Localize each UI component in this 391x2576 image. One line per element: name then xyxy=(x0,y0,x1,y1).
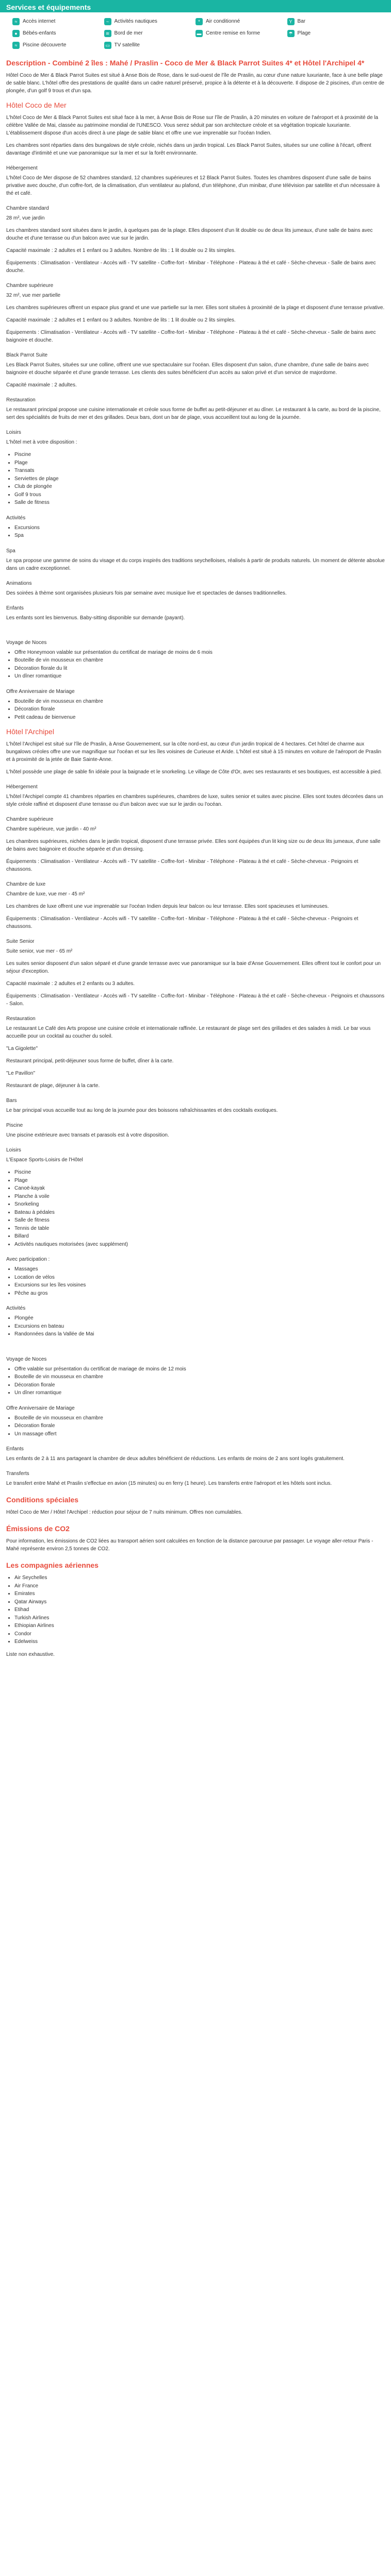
hotel1-superieure-sub: 32 m², vue mer partielle xyxy=(6,293,61,299)
hotel2-luxe-text: Les chambres de luxe offrent une vue imprenable sur l'océan Indien depuis leur balcon ou leur terrasse. Elles sont spacieuses et lumineuses. xyxy=(6,904,329,910)
list-item: • Spa xyxy=(14,532,385,540)
hotel2-payant-list xyxy=(14,1265,385,1297)
hotel1-suite-capacite: Capacité maximale : 2 adultes. xyxy=(6,382,77,388)
hotel1-loisirs-intro: L'hôtel met à votre disposition : xyxy=(6,439,77,446)
list-item: • Décoration florale xyxy=(14,705,385,714)
voyage1-label: Voyage de Noces xyxy=(6,639,47,646)
list-item: • Pêche au gros xyxy=(14,1290,385,1298)
list-item: • Offre Honeymoon valable sur présentation du certificat de mariage de moins de 6 mois xyxy=(14,649,385,657)
list-item: • Bateau à pédales xyxy=(14,1209,385,1217)
hotel1-suite-label: Black Parrot Suite xyxy=(6,352,48,359)
list-item: • Plage xyxy=(14,1177,385,1185)
service-label: Piscine découverte xyxy=(23,42,67,48)
hotel1-chambre-capacite: Capacité maximale : 2 adultes et 1 enfant ou 3 adultes. Nombre de lits : 1 lit double ou 2 lits simples. xyxy=(6,248,236,254)
hotel1-loisirs-label: Loisirs xyxy=(6,430,21,436)
list-item: • Air France xyxy=(14,1582,385,1590)
list-item: • Excursions en bateau xyxy=(14,1323,385,1331)
voyage2-label: Voyage de Noces xyxy=(6,1356,47,1362)
hotel2-resto1-text: Restaurant principal, petit-déjeuner sous forme de buffet, dîner à la carte. xyxy=(6,1058,174,1064)
list-item: • Transats xyxy=(14,467,385,475)
hotel1-superieure-equip: Équipements : Climatisation - Ventilateur - Accès wifi - TV satellite - Coffre-fort - Minibar - Téléphone - Plateau à thé et café - Sèche-cheveux - Salle de bains avec baignoire et douche. xyxy=(6,330,376,344)
service-label: Bébés-enfants xyxy=(23,30,56,36)
service-label: Air conditionné xyxy=(206,19,240,24)
list-item: • Un dîner romantique xyxy=(14,672,385,681)
glass-icon: Y xyxy=(287,18,295,25)
compagnies-note: Liste non exhaustive. xyxy=(6,1651,55,1657)
hotel2-hebergement-label: Hébergement xyxy=(6,784,38,790)
hotel2-title: Hôtel l'Archipel xyxy=(6,727,54,736)
service-item xyxy=(12,29,104,37)
offre2-label: Offre Anniversaire de Mariage xyxy=(6,1405,75,1411)
list-item: • Un massage offert xyxy=(14,1430,385,1438)
hotel1-title: Hôtel Coco de Mer xyxy=(6,101,67,110)
service-label: Bar xyxy=(297,19,306,24)
hotel2-resto2-text: Restaurant de plage, déjeuner à la carte. xyxy=(6,1083,100,1089)
description-content xyxy=(0,52,391,1658)
list-item: • Décoration florale xyxy=(14,1422,385,1430)
sea-icon: ≋ xyxy=(104,30,111,37)
list-item: • Serviettes de plage xyxy=(14,475,385,483)
service-item xyxy=(287,29,379,37)
voyage1-list xyxy=(14,649,385,681)
hotel2-loisirs-label: Loisirs xyxy=(6,1147,21,1154)
snowflake-icon: * xyxy=(196,18,203,25)
services-header: Services et équipements xyxy=(0,0,391,12)
service-item xyxy=(287,18,379,25)
list-item: • Air Seychelles xyxy=(14,1574,385,1582)
hotel1-chambre-text: Les chambres standard sont situées dans le jardin, à quelques pas de la plage. Elles disposent d'un lit double ou de deux lits jumeaux, d'une salle de bains avec douche et d'une terrasse ou d'un balcon avec vue sur le jardin. xyxy=(6,228,373,242)
hotel1-activites-label: Activités xyxy=(6,515,26,521)
service-item xyxy=(196,29,287,37)
list-item: • Offre valable sur présentation du certificat de mariage de moins de 12 mois xyxy=(14,1365,385,1374)
service-label: TV satellite xyxy=(114,42,140,48)
service-label: Centre remise en forme xyxy=(206,30,260,36)
umbrella-icon: ☂ xyxy=(287,30,295,37)
list-item: • Plage xyxy=(14,459,385,467)
list-item: • Un dîner romantique xyxy=(14,1389,385,1397)
hotel1-superieure-label: Chambre supérieure xyxy=(6,283,54,289)
list-item: • Bouteille de vin mousseux en chambre xyxy=(14,656,385,665)
list-item: • Etihad xyxy=(14,1606,385,1614)
hotel2-p2: L'hôtel possède une plage de sable fin idéale pour la baignade et le snorkeling. Le village de Côte d'Or, avec ses restaurants et ses boutiques, est accessible à pied. xyxy=(6,769,382,775)
list-item: • Qatar Airways xyxy=(14,1598,385,1606)
list-item: • Salle de fitness xyxy=(14,1216,385,1225)
hotel1-restauration-text: Le restaurant principal propose une cuisine internationale et créole sous forme de buffet au petit-déjeuner et au dîner. Le restaurant à la carte, au bord de la piscine, sert des spécialités de fruits de mer et des grillades. Deux bars, dont un bar de plage, vous accueillent tout au long de la journée. xyxy=(6,407,381,421)
service-label: Activités nautiques xyxy=(114,19,157,24)
service-label: Bord de mer xyxy=(114,30,143,36)
list-item: • Bouteille de vin mousseux en chambre xyxy=(14,1414,385,1422)
wave-icon: ~ xyxy=(104,18,111,25)
hotel2-resto2: "Le Pavillon" xyxy=(6,1071,36,1077)
hotel2-p1: L'hôtel l'Archipel est situé sur l'île de Praslin, à Anse Gouvernement, sur la côte nord-est, au cœur d'un jardin tropical de 4 hectares. Cet hôtel de charme aux bungalows créoles offre une vue magnifique sur l'océan et sur les îles voisines de Curieuse et Aride. L'hôtel est situé à 15 minutes en voiture de l'aéroport de Praslin et à proximité de la jetée de Baie Sainte-Anne. xyxy=(6,741,382,763)
emissions-text: Pour information, les émissions de CO2 liées au transport aérien sont calculées en fonction de la distance parcourue par passager. Le voyage aller-retour Paris - Mahé représente environ 2,5 tonnes de CO2. xyxy=(6,1538,373,1552)
voyage2-list xyxy=(14,1365,385,1397)
hotel2-loisirs-intro: L'Espace Sports-Loisirs de l'Hôtel xyxy=(6,1157,83,1163)
hotel2-piscine-text: Une piscine extérieure avec transats et parasols est à votre disposition. xyxy=(6,1132,169,1139)
service-item xyxy=(104,29,196,37)
hotel1-animations-label: Animations xyxy=(6,580,32,586)
compagnies-title: Les compagnies aériennes xyxy=(6,1561,99,1570)
offre1-list xyxy=(14,698,385,722)
list-item: • Petit cadeau de bienvenue xyxy=(14,714,385,722)
list-item: • Activités nautiques motorisées (avec supplément) xyxy=(14,1241,385,1249)
hotel1-chambre-sub: 28 m², vue jardin xyxy=(6,215,45,222)
transfert-text: Le transfert entre Mahé et Praslin s'effectue en avion (15 minutes) ou en ferry (1 heure). Les transferts entre l'aéroport et les hôtels sont inclus. xyxy=(6,1481,332,1487)
list-item: • Edelweiss xyxy=(14,1638,385,1646)
baby-icon: ● xyxy=(12,30,20,37)
list-item: • Piscine xyxy=(14,451,385,459)
list-item: • Piscine xyxy=(14,1168,385,1177)
hotel2-payant-label: Avec participation : xyxy=(6,1257,50,1263)
list-item: • Condor xyxy=(14,1630,385,1638)
list-item: • Excursions xyxy=(14,524,385,532)
wifi-icon: ≈ xyxy=(12,18,20,25)
hotel2-piscine-label: Piscine xyxy=(6,1123,23,1129)
list-item: • Plongée xyxy=(14,1314,385,1323)
intro-text: Hôtel Coco de Mer & Black Parrot Suites est situé à Anse Bois de Rose, dans le sud-ouest de l'île de Praslin, au cœur d'une nature luxuriante, face à une belle plage de sable blanc. L'hôtel offre des prestations de qualité dans un cadre naturel préservé, propice à la détente et à la découverte. Il dispose de 2 piscines, d'un centre de plongée, d'un golf 9 trous et d'un spa. xyxy=(6,73,384,94)
list-item: • Location de vélos xyxy=(14,1274,385,1282)
service-item xyxy=(104,18,196,25)
hotel1-superieure-capacite: Capacité maximale : 2 adultes et 1 enfant ou 3 adultes. Nombre de lits : 1 lit double ou 2 lits simples. xyxy=(6,317,236,324)
hotel2-bars-label: Bars xyxy=(6,1098,17,1104)
hotel2-luxe-sub: Chambre de luxe, vue mer - 45 m² xyxy=(6,891,85,897)
list-item: • Emirates xyxy=(14,1590,385,1598)
hotel1-loisirs-list xyxy=(14,451,385,507)
list-item: • Décoration florale du lit xyxy=(14,665,385,673)
hotel1-chambre-equip: Équipements : Climatisation - Ventilateur - Accès wifi - TV satellite - Coffre-fort - Minibar - Téléphone - Plateau à thé et café - Sèche-cheveux - Salle de bains avec douche. xyxy=(6,260,376,274)
hotel2-luxe-label: Chambre de luxe xyxy=(6,882,46,888)
hotel1-enfants-label: Enfants xyxy=(6,605,24,611)
enfants2-text: Les enfants de 2 à 11 ans partageant la chambre de deux adultes bénéficient de réductions. Les enfants de moins de 2 ans sont logés gratuitement. xyxy=(6,1456,345,1462)
offre2-list xyxy=(14,1414,385,1438)
list-item: • Planche à voile xyxy=(14,1193,385,1201)
list-item: • Randonnées dans la Vallée de Mai xyxy=(14,1330,385,1338)
conditions-text: Hôtel Coco de Mer / Hôtel l'Archipel : réduction pour séjour de 7 nuits minimum. Offres non cumulables. xyxy=(6,1510,243,1516)
list-item: • Tennis de table xyxy=(14,1225,385,1233)
hotel1-animations-text: Des soirées à thème sont organisées plusieurs fois par semaine avec musique live et spectacles de danses traditionnelles. xyxy=(6,590,287,596)
list-item: • Bouteille de vin mousseux en chambre xyxy=(14,698,385,706)
page-title: Description - Combiné 2 îles : Mahé / Praslin - Coco de Mer & Black Parrot Suites 4* et Hôtel l'Archipel 4* xyxy=(6,59,365,67)
dumbbell-icon: ▬ xyxy=(196,30,203,37)
service-label: Accès internet xyxy=(23,19,56,24)
conditions-title: Conditions spéciales xyxy=(6,1496,79,1504)
hotel1-spa-label: Spa xyxy=(6,548,15,554)
list-item: • Golf 9 trous xyxy=(14,491,385,499)
transfert-label: Transferts xyxy=(6,1471,29,1477)
hotel1-superieure-text: Les chambres supérieures offrent un espace plus grand et une vue partielle sur la mer. Elles sont situées à proximité de la plage et disposent d'une terrasse privative. xyxy=(6,305,385,311)
hotel2-senior-text: Les suites senior disposent d'un salon séparé et d'une grande terrasse avec vue panoramique sur la baie d'Anse Gouvernement. Elles offrent tout le confort pour un séjour d'exception. xyxy=(6,961,381,975)
list-item: • Décoration florale xyxy=(14,1381,385,1389)
hotel1-suite-text: Les Black Parrot Suites, situées sur une colline, offrent une vue spectaculaire sur l'océan. Elles disposent d'un salon, d'une chambre, d'une salle de bains avec baignoire et douche séparée et d'une grande terrasse. Les clients des suites bénéficient d'un accès au salon privé et d'un service de majordome. xyxy=(6,362,369,376)
hotel1-chambre-label: Chambre standard xyxy=(6,206,49,212)
list-item: • Bouteille de vin mousseux en chambre xyxy=(14,1373,385,1381)
service-item xyxy=(104,41,196,49)
service-item xyxy=(12,18,104,25)
hotel2-restauration-label: Restauration xyxy=(6,1016,36,1022)
tv-icon: ▭ xyxy=(104,42,111,49)
list-item: • Salle de fitness xyxy=(14,499,385,507)
hotel1-spa-text: Le spa propose une gamme de soins du visage et du corps inspirés des traditions seychelloises, réalisés à partir de produits naturels. Un moment de détente absolue dans un cadre exceptionnel. xyxy=(6,557,385,571)
hotel2-luxe-equip: Équipements : Climatisation - Ventilateur - Accès wifi - TV satellite - Coffre-fort - Minibar - Téléphone - Plateau à thé et café - Sèche-cheveux - Peignoirs et chaussons. xyxy=(6,916,359,930)
services-grid xyxy=(0,12,391,52)
hotel2-senior-label: Suite Senior xyxy=(6,939,35,945)
pool-icon: ≈ xyxy=(12,42,20,49)
hotel1-hebergement-label: Hébergement xyxy=(6,165,38,172)
hotel2-loisirs-list xyxy=(14,1168,385,1248)
hotel2-sup-equip: Équipements : Climatisation - Ventilateur - Accès wifi - TV satellite - Coffre-fort - Minibar - Téléphone - Plateau à thé et café - Sèche-cheveux - Peignoirs et chaussons. xyxy=(6,859,359,873)
hotel2-sup-sub: Chambre supérieure, vue jardin - 40 m² xyxy=(6,826,96,833)
list-item: • Billard xyxy=(14,1232,385,1241)
list-item: • Massages xyxy=(14,1265,385,1274)
enfants2-label: Enfants xyxy=(6,1446,24,1452)
hotel2-sup-text: Les chambres supérieures, nichées dans le jardin tropical, disposent d'une terrasse privée. Elles sont équipées d'un lit king size ou de deux lits jumeaux, d'une salle de bains avec baignoire et douche séparée et d'un dressing. xyxy=(6,839,381,853)
hotel1-activites-list xyxy=(14,524,385,540)
hotel2-activites-list xyxy=(14,1314,385,1338)
list-item: • Club de plongée xyxy=(14,483,385,491)
list-item: • Ethiopian Airlines xyxy=(14,1622,385,1630)
hotel1-hebergement: L'hôtel Coco de Mer dispose de 52 chambres standard, 12 chambres supérieures et 12 Black Parrot Suites. Toutes les chambres disposent d'une salle de bains privative avec douche, d'un coffre-fort, de la climatisation, d'un ventilateur au plafond, d'un téléphone, d'un minibar, d'une télévision par satellite et d'un nécessaire à thé et café. xyxy=(6,175,380,197)
list-item: • Snorkeling xyxy=(14,1200,385,1209)
offre1-label: Offre Anniversaire de Mariage xyxy=(6,688,75,694)
hotel1-p1: L'hôtel Coco de Mer & Black Parrot Suites est situé face à la mer, à Anse Bois de Rose sur l'île de Praslin, à 20 minutes en voiture de l'aéroport et à proximité de la célèbre Vallée de Mai, classée au patrimoine mondial de l'UNESCO. Vous serez séduit par son architecture créole et sa végétation tropicale luxuriante. L'établissement dispose d'un accès direct à une plage de sable blanc et offre une vue imprenable sur l'océan Indien. xyxy=(6,115,379,137)
list-item: • Canoë-kayak xyxy=(14,1184,385,1193)
hotel2-activites-label: Activités xyxy=(6,1306,26,1312)
compagnies-list xyxy=(14,1574,385,1646)
hotel2-senior-sub: Suite senior, vue mer - 65 m² xyxy=(6,948,73,955)
hotel2-senior-equip: Équipements : Climatisation - Ventilateur - Accès wifi - TV satellite - Coffre-fort - Minibar - Téléphone - Plateau à thé et café - Sèche-cheveux - Peignoirs et chaussons - Salon. xyxy=(6,993,385,1007)
hotel1-restauration-label: Restauration xyxy=(6,397,36,403)
service-item xyxy=(196,18,287,25)
list-item: • Turkish Airlines xyxy=(14,1614,385,1622)
hotel2-hebergement: L'hôtel l'Archipel compte 41 chambres réparties en chambres supérieures, chambres de luxe, suites senior et suites avec piscine. Elles sont toutes décorées dans un style créole raffiné et disposent d'une terrasse ou d'un balcon avec vue sur le jardin ou l'océan. xyxy=(6,794,383,808)
emissions-title: Émissions de CO2 xyxy=(6,1524,70,1533)
hotel2-bars-text: Le bar principal vous accueille tout au long de la journée pour des boissons rafraîchissantes et des cocktails exotiques. xyxy=(6,1108,278,1114)
hotel1-enfants-text: Les enfants sont les bienvenus. Baby-sitting disponible sur demande (payant). xyxy=(6,615,185,621)
service-item xyxy=(12,41,104,49)
hotel2-sup-label: Chambre supérieure xyxy=(6,817,54,823)
hotel1-p2: Les chambres sont réparties dans des bungalows de style créole, nichés dans un jardin tropical. Les Black Parrot Suites, situées sur une colline à l'écart, offrent davantage d'intimité et une vue panoramique sur la mer et sur la forêt environnante. xyxy=(6,143,371,157)
hotel2-senior-capacite: Capacité maximale : 2 adultes et 2 enfants ou 3 adultes. xyxy=(6,981,135,987)
list-item: • Excursions sur les îles voisines xyxy=(14,1281,385,1290)
service-label: Plage xyxy=(297,30,311,36)
hotel2-restauration-text: Le restaurant Le Café des Arts propose une cuisine créole et internationale raffinée. Le restaurant de plage sert des grillades et des salades à midi. Le bar vous accueille pour un cocktail au coucher du soleil. xyxy=(6,1026,371,1040)
hotel2-resto1: "La Gigolette" xyxy=(6,1046,38,1052)
